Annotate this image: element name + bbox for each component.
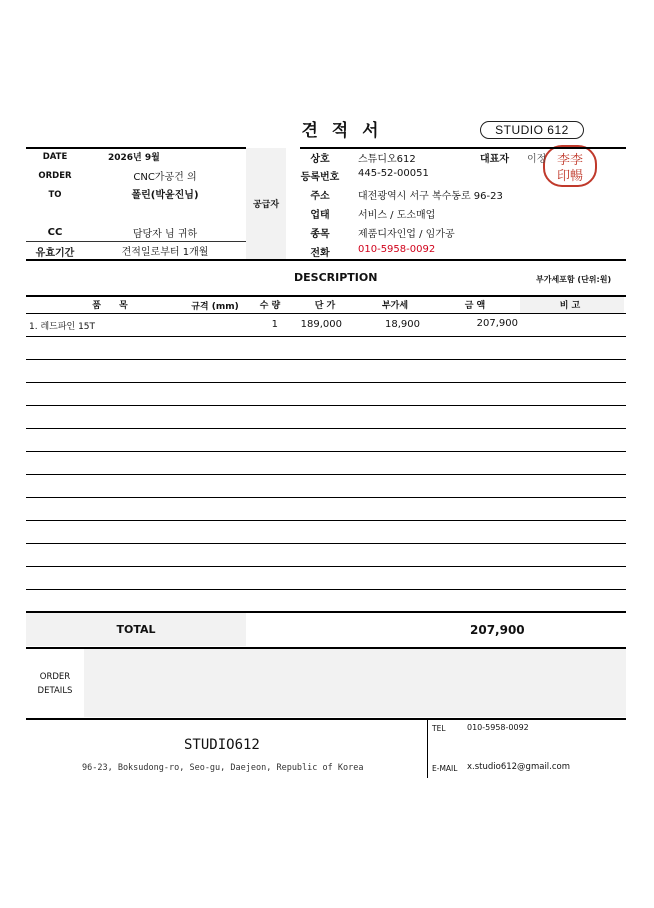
- table-row: [26, 520, 626, 521]
- row-1-vat: 18,900: [385, 319, 420, 330]
- vat-note: 부가세포함 (단위:원): [536, 275, 612, 284]
- row-1-amount: 207,900: [476, 318, 518, 329]
- validity-value: 견적일로부터 1개월: [121, 247, 209, 258]
- reg-number-value: 445-52-00051: [358, 168, 429, 179]
- row-1-item: 1. 레드파인 15T: [29, 322, 96, 332]
- col-header-qty: 수 량: [259, 301, 281, 311]
- document-title: 견 적 서: [301, 121, 383, 141]
- order-value: CNC가공건 의: [133, 172, 197, 183]
- type-value: 제품디자인업 / 임가공: [358, 229, 455, 240]
- cc-label: CC: [47, 227, 63, 238]
- footer-tel-value: 010-5958-0092: [467, 723, 529, 732]
- description-heading: DESCRIPTION: [294, 271, 378, 284]
- table-row: [26, 359, 626, 360]
- col-header-vat: 부가세: [381, 301, 409, 311]
- total-value: 207,900: [470, 623, 525, 637]
- reg-number-label: 등록번호: [300, 172, 340, 183]
- svg-text:李李: 李李: [556, 153, 584, 168]
- order-details-label: [26, 670, 84, 698]
- order-details-label-line1: ORDER: [39, 672, 71, 682]
- row-1-unit-price: 189,000: [300, 319, 342, 330]
- address-value: 대전광역시 서구 복수동로 96-23: [358, 191, 503, 202]
- seal-stamp-icon: [540, 142, 600, 190]
- col-header-amount: 금 액: [464, 301, 486, 311]
- cc-value: 담당자 님 귀하: [132, 229, 198, 240]
- col-header-note: 비 고: [559, 301, 581, 311]
- footer-email-value: x.studio612@gmail.com: [467, 762, 571, 772]
- studio-logo: STUDIO 612: [480, 121, 584, 139]
- phone-label: 전화: [310, 248, 330, 259]
- svg-text:印暢: 印暢: [556, 169, 584, 184]
- row-1-qty: 1: [271, 319, 278, 330]
- col-header-item: 품 목: [92, 301, 128, 311]
- total-label: TOTAL: [116, 623, 156, 636]
- order-details-area: [84, 649, 626, 717]
- footer-address: 96-23, Boksudong-ro, Seo-gu, Daejeon, Republic of Korea: [82, 763, 364, 773]
- ceo-value: 이정: [527, 154, 547, 165]
- ceo-label: 대표자: [480, 154, 509, 165]
- footer-tel-label: TEL: [432, 724, 446, 733]
- validity-label: 유효기간: [35, 248, 75, 259]
- table-row: [26, 543, 626, 544]
- supplier-name-value: 스튜디오612: [358, 154, 416, 165]
- table-row: [26, 428, 626, 429]
- business-label: 업태: [310, 210, 330, 221]
- order-details-label-line2: DETAILS: [37, 686, 73, 696]
- to-value: 폴린(박윤진님): [131, 190, 199, 201]
- table-row: [26, 336, 626, 337]
- table-row: [26, 474, 626, 475]
- date-label: DATE: [42, 152, 68, 162]
- col-header-spec: 규격 (mm): [191, 302, 239, 312]
- phone-value: 010-5958-0092: [358, 244, 436, 255]
- order-label: ORDER: [38, 171, 72, 181]
- supplier-name-label: 상호: [310, 154, 330, 165]
- supplier-label: 공급자: [252, 200, 280, 210]
- date-value: 2026년 9월: [108, 153, 160, 163]
- address-label: 주소: [310, 191, 330, 202]
- table-row: [26, 405, 626, 406]
- table-row: [26, 382, 626, 383]
- table-row: [26, 566, 626, 567]
- table-row: [26, 589, 626, 590]
- to-label: TO: [48, 190, 62, 200]
- type-label: 종목: [310, 229, 330, 240]
- table-row: [26, 451, 626, 452]
- table-row: [26, 497, 626, 498]
- footer-email-label: E-MAIL: [432, 764, 458, 773]
- col-header-unit-price: 단 가: [314, 301, 336, 311]
- footer-company-name: STUDIO612: [184, 737, 260, 753]
- business-value: 서비스 / 도소매업: [358, 210, 436, 221]
